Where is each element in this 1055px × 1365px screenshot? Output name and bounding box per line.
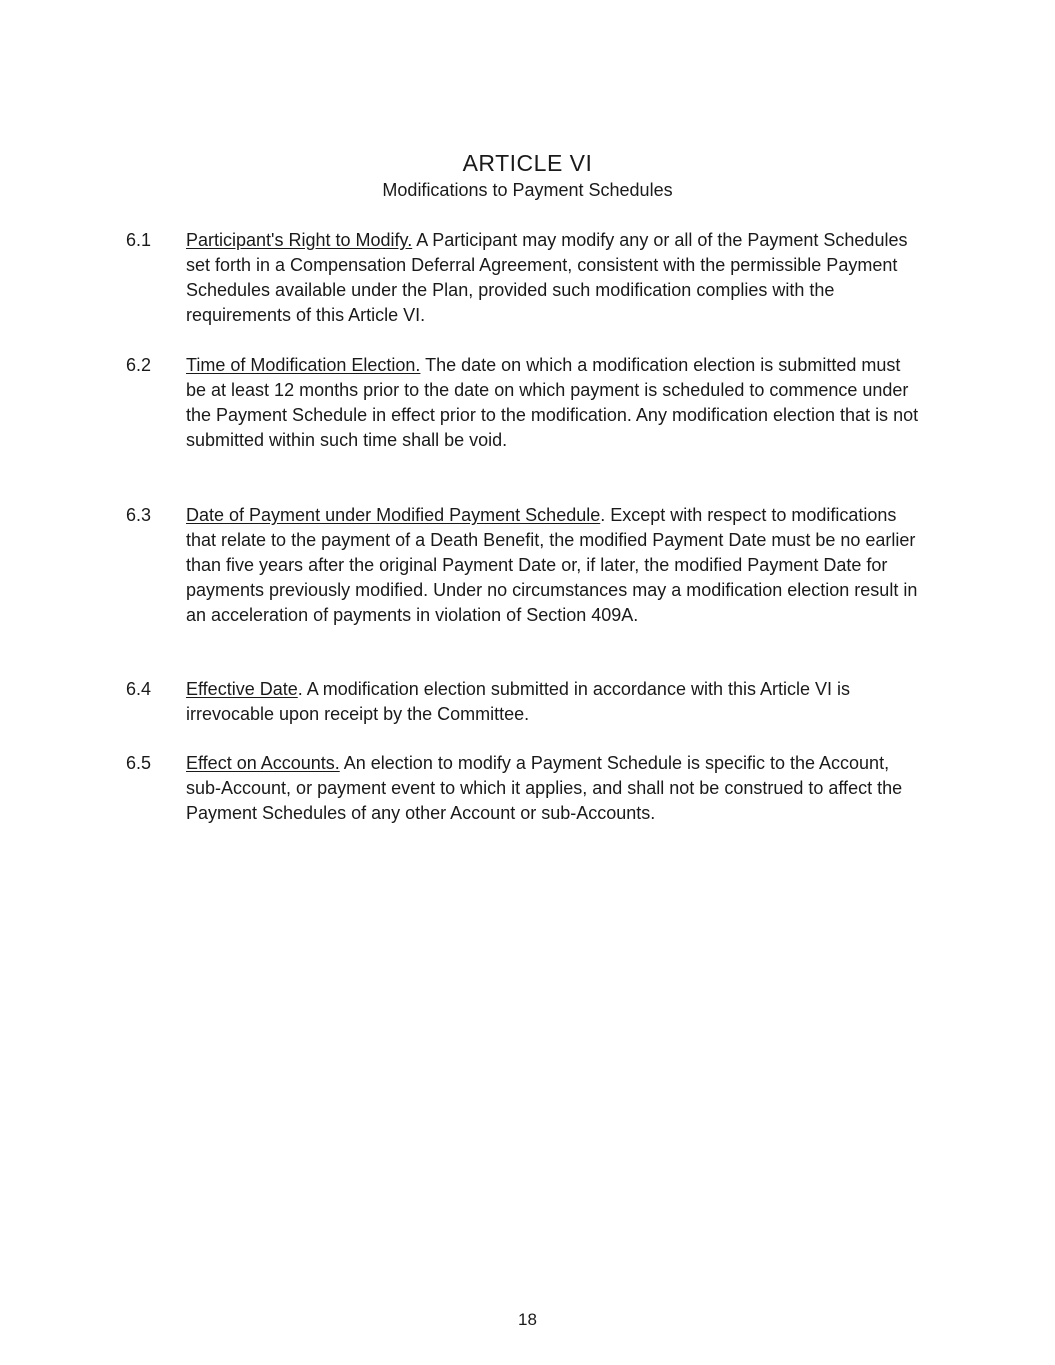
section-6-1: [126, 228, 926, 328]
section-number: 6.5: [126, 753, 152, 773]
section-number: 6.4: [126, 679, 152, 699]
section-body: [186, 353, 921, 453]
section-6-2: [126, 353, 926, 453]
section-body: [186, 751, 921, 826]
article-title: ARTICLE VI: [462, 150, 593, 176]
section-text: An election to modify a Payment Schedule is specific to the Account, sub-Account, or payment event to which it applies, and shall not be construed to affect the Payment Schedules of any other Account or sub-Accounts.: [186, 753, 903, 823]
article-subtitle: Modifications to Payment Schedules: [382, 180, 673, 200]
section-6-4: [126, 677, 926, 727]
section-6-3: [126, 503, 926, 628]
section-text: A Participant may modify any or all of the Payment Schedules set forth in a Compensation Deferral Agreement, consistent with the permissible Payment Schedules available under the Plan, provided such modification complies with the requirements of this Article VI.: [186, 230, 908, 325]
section-body: [186, 228, 921, 328]
section-heading: Effective Date: [186, 679, 298, 699]
section-number: 6.3: [126, 505, 152, 525]
section-text: . A modification election submitted in accordance with this Article VI is irrevocable upon receipt by the Committee.: [186, 679, 851, 724]
section-body: [186, 677, 921, 727]
section-6-5: [126, 751, 926, 826]
section-number: 6.1: [126, 230, 152, 250]
section-heading: Date of Payment under Modified Payment Schedule: [186, 505, 601, 525]
section-heading: Effect on Accounts.: [186, 753, 340, 773]
section-body: [186, 503, 921, 628]
section-heading: Time of Modification Election.: [186, 355, 421, 375]
section-heading: Participant's Right to Modify.: [186, 230, 413, 250]
page-number: 18: [518, 1310, 537, 1329]
section-text: The date on which a modification election is submitted must be at least 12 months prior to the date on which payment is scheduled to commence under the Payment Schedule in effect prior to the modification. Any modification election that is not submitted within such time shall be void.: [186, 355, 919, 450]
section-number: 6.2: [126, 355, 152, 375]
section-text: . Except with respect to modifications that relate to the payment of a Death Benefit, the modified Payment Date must be no earlier than five years after the original Payment Date or, if later, the modified Payment Date for payments previously modified. Under no circumstances may a modification election result in an acceleration of payments in violation of Section 409A.: [186, 505, 918, 625]
